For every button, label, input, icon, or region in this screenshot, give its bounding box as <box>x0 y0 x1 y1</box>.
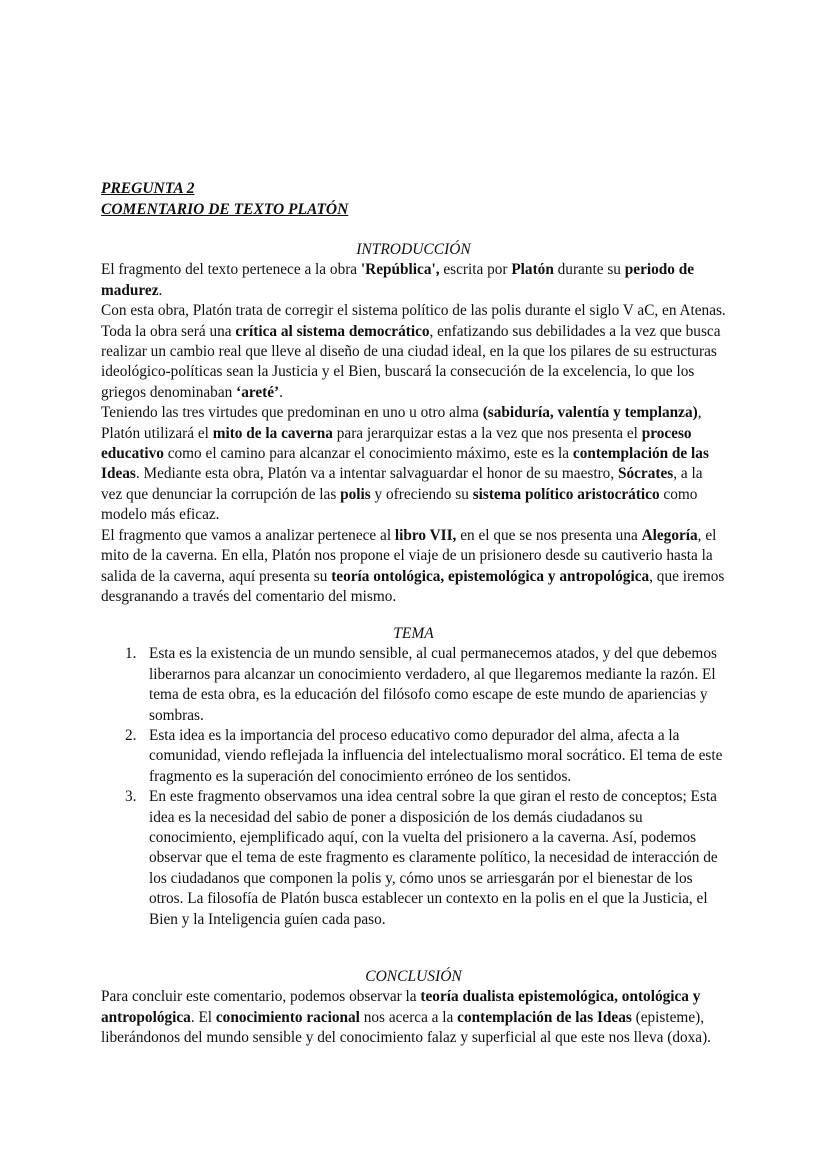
introduction-body <box>101 260 726 607</box>
text-run: en el que se nos presenta una <box>456 526 642 544</box>
bold-text: mito de la caverna <box>212 424 333 442</box>
introduction-section <box>101 240 726 607</box>
bold-text: Alegoría <box>641 526 698 544</box>
text-run: como el camino para alcanzar el conocimiento máximo, este es la <box>163 445 573 463</box>
tema-title: TEMA <box>393 625 434 642</box>
text-run: escrita por <box>439 261 512 279</box>
paragraph <box>101 987 726 1048</box>
bold-text: periodo de madurez <box>101 261 695 299</box>
text-run: . <box>279 383 283 401</box>
bold-text: proceso educativo <box>101 424 692 463</box>
bold-text: Platón <box>511 261 554 279</box>
text-run: como modelo más eficaz. <box>101 485 698 524</box>
bold-text: teoría ontológica, epistemológica y antropológica <box>331 567 650 585</box>
text-run: y ofreciendo su <box>370 485 473 503</box>
text-run: , que iremos desgranando a través del comentario del mismo. <box>101 567 725 605</box>
bold-text: crítica al sistema democrático <box>235 322 430 340</box>
list-item <box>101 726 726 787</box>
text-run: , a la vez que denunciar la corrupción de las <box>101 465 703 503</box>
list-item <box>101 787 726 930</box>
bold-text: contemplación de las Ideas <box>101 445 709 483</box>
tema-section <box>101 624 726 930</box>
text-run: , el mito de la caverna. En ella, Platón nos propone el viaje de un prisionero desde su cautiverio hasta la salida de la caverna, aquí presenta su <box>101 526 717 585</box>
text-run: El fragmento que vamos a analizar pertenece al <box>101 526 395 544</box>
text-run: El fragmento del texto pertenece a la obra <box>101 261 361 279</box>
text-run: Con esta obra, Platón trata de corregir el sistema político de las polis durante el siglo V aC, en Atenas. Toda la obra será una <box>101 302 726 340</box>
conclusion-title: CONCLUSIÓN <box>365 968 462 985</box>
bold-text: (sabiduría, valentía y templanza) <box>482 404 698 422</box>
text-run: nos acerca a la <box>359 1008 458 1026</box>
bold-text: 'República', <box>360 261 440 279</box>
list-number: 2. <box>125 727 137 745</box>
list-item-text: Esta es la existencia de un mundo sensible, al cual permanecemos atados, y del que debemos liberarnos para alcanzar un conocimiento verdadero, al que llegaremos mediante la razón. El tema de esta obra, es la educación del filósofo como escape de este mundo de apariencias y sombras. <box>149 645 717 724</box>
bold-text: libro VII, <box>394 526 457 544</box>
paragraph <box>101 260 726 301</box>
text-run: Teniendo las tres virtudes que predominan en uno u otro alma <box>101 404 483 422</box>
conclusion-section <box>101 967 726 1049</box>
text-run: . Mediante esta obra, Platón va a intentar salvaguardar el honor de su maestro, <box>135 465 618 483</box>
introduction-title: INTRODUCCIÓN <box>356 241 471 258</box>
bold-text: contemplación de las Ideas <box>457 1008 632 1026</box>
bold-text: polis <box>340 485 371 503</box>
text-run: para jerarquizar estas a la vez que nos presenta el <box>332 424 642 442</box>
bold-text: Sócrates <box>617 465 674 483</box>
text-run: (episteme), liberándonos del mundo sensible y del conocimiento falaz y superficial al que este nos lleva (doxa). <box>101 1008 711 1047</box>
bold-text: conocimiento racional <box>215 1008 360 1026</box>
list-item <box>101 644 726 726</box>
list-item-text: Esta idea es la importancia del proceso educativo como depurador del alma, afecta a la comunidad, viendo reflejada la influencia del intelectualismo moral socrático. El tema de este fragmento es la superación del conocimiento erróneo de los sentidos. <box>149 727 723 785</box>
bold-text: teoría dualista epistemológica, ontológica y antropológica <box>101 988 701 1026</box>
text-run: Para concluir este comentario, podemos observar la <box>101 988 421 1006</box>
text-run: , Platón utilizará el <box>101 404 702 442</box>
text-run: durante su <box>553 261 625 279</box>
paragraph <box>101 403 726 525</box>
paragraph <box>101 301 726 403</box>
list-item-text: En este fragmento observamos una idea central sobre la que giran el resto de conceptos; Esta idea es la necesidad del sabio de poner a disposición de los demás ciudadanos su conocimiento, ejemplificado aquí, con la vuelta del prisionero a la caverna. Así, podemos observar que el tema de este fragmento es claramente político, la necesidad de interacción de los ciudadanos que componen la polis y, cómo unos se arriesgarán por el bienestar de los otros. La filosofía de Platón busca establecer un contexto en la polis en el que la Justicia, el Bien y la Inteligencia guíen cada paso. <box>149 788 718 928</box>
bold-text: sistema político aristocrático <box>472 485 660 503</box>
text-run: . <box>158 281 163 299</box>
tema-list <box>101 644 726 930</box>
document-title: COMENTARIO DE TEXTO PLATÓN <box>101 201 349 218</box>
list-number: 3. <box>125 788 137 806</box>
text-run: , enfatizando sus debilidades a la vez que busca realizar un cambio real que lleve al diseño de una ciudad ideal, en la que los pilares de su estructuras ideológico-políticas sean la Justicia y el Bien, buscará la consecución de la excelencia, lo que los griegos denominaban <box>101 322 721 401</box>
question-heading: PREGUNTA 2 <box>101 180 195 197</box>
list-number: 1. <box>125 645 137 663</box>
paragraph <box>101 526 726 608</box>
bold-text: ‘areté’ <box>236 383 280 401</box>
conclusion-body <box>101 987 726 1048</box>
text-run: . El <box>190 1008 216 1026</box>
